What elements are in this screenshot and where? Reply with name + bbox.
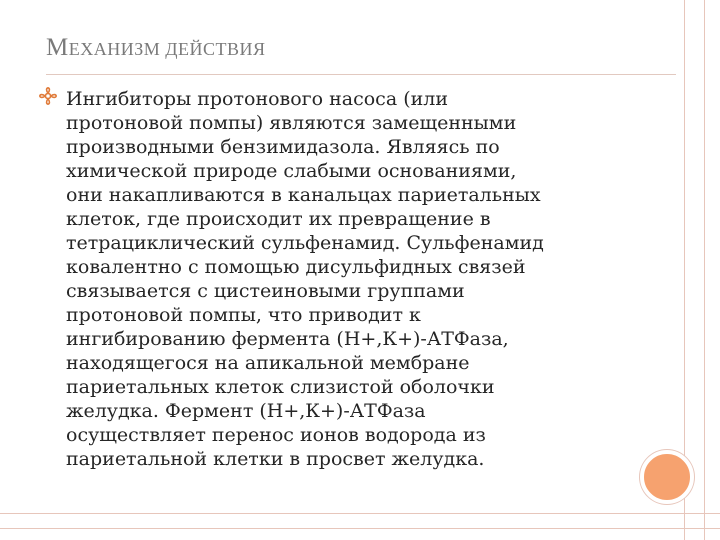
title-divider bbox=[46, 74, 676, 75]
body-line-2: протоновой помпы) являются замещенными bbox=[66, 112, 517, 134]
frame-line-right-outer bbox=[704, 0, 705, 540]
body-paragraph bbox=[66, 87, 666, 471]
body-line-11: ингибированию фермента (Н+,К+)-АТФаза, bbox=[66, 328, 509, 350]
slide-title-initial: М bbox=[46, 34, 69, 61]
slide-title-rest: ЕХАНИЗМ ДЕЙСТВИЯ bbox=[68, 39, 266, 59]
body-line-14: желудка. Фермент (Н+,К+)-АТФаза bbox=[66, 400, 426, 422]
slide-title bbox=[46, 34, 266, 62]
frame-line-bottom-outer bbox=[0, 528, 720, 529]
body-line-1: Ингибиторы протонового насоса (или bbox=[66, 88, 449, 110]
ornate-flower-bullet-icon bbox=[38, 86, 58, 106]
frame-line-bottom-inner bbox=[0, 513, 720, 514]
body-line-7: тетрациклический сульфенамид. Сульфенамид bbox=[66, 232, 544, 254]
decorative-orange-circle bbox=[640, 450, 694, 504]
body-line-8: ковалентно с помощью дисульфидных связей bbox=[66, 256, 526, 278]
body-line-9: связывается с цистеиновыми группами bbox=[66, 280, 465, 302]
body-line-13: париетальных клеток слизистой оболочки bbox=[66, 376, 495, 398]
body-line-6: клеток, где происходит их превращение в bbox=[66, 208, 491, 230]
body-line-5: они накапливаются в канальцах париетальных bbox=[66, 184, 541, 206]
body-line-4: химической природе слабыми основаниями, bbox=[66, 160, 517, 182]
body-line-15: осуществляет перенос ионов водорода из bbox=[66, 424, 486, 446]
body-line-10: протоновой помпы, что приводит к bbox=[66, 304, 421, 326]
body-line-3: производными бензимидазола. Являясь по bbox=[66, 136, 500, 158]
body-line-16: париетальной клетки в просвет желудка. bbox=[66, 448, 485, 470]
body-line-12: находящегося на апикальной мембране bbox=[66, 352, 470, 374]
